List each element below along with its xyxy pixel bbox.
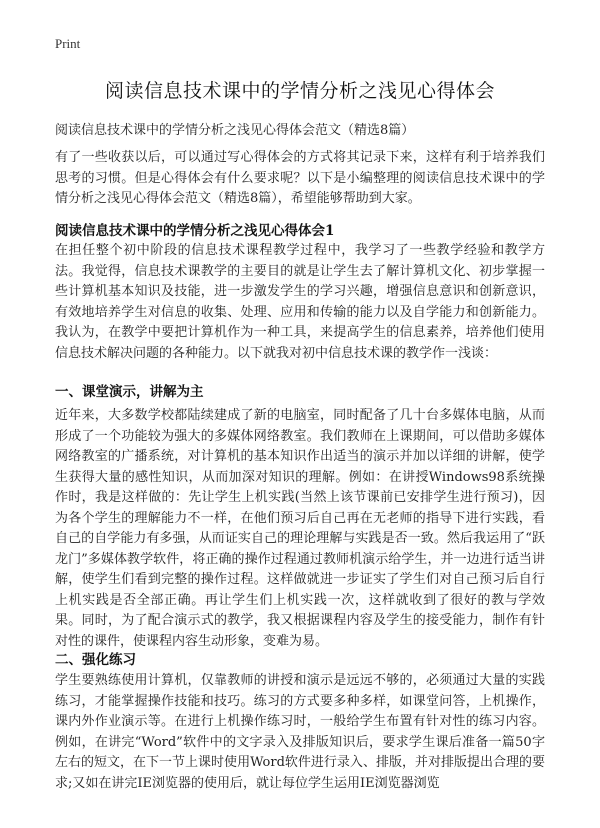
document-title: 阅读信息技术课中的学情分析之浅见心得体会 — [104, 80, 495, 102]
intro-paragraph: 有了一些收获以后，可以通过写心得体会的方式将其记录下来，这样有利于培养我们思考的习惯。但是心得体会有什么要求呢？以下是小编整理的阅读信息技术课中的学情分析之浅见心得体会范文（精选8篇），希望能够帮助到大家。 — [55, 150, 545, 206]
print-label[interactable]: Print — [55, 36, 81, 51]
section-heading: 阅读信息技术课中的学情分析之浅见心得体会1 — [55, 223, 335, 239]
part2-paragraph: 学生要熟练使用计算机，仅靠教师的讲授和演示是远远不够的，必须通过大量的实践练习，才能掌握操作技能和技巧。练习的方式要多种多样，如课堂问答，上机操作，课内外作业演示等。在进行上机操作练习时，一般给学生布置有针对性的练习内容。例如，在讲完“Word”软件中的文字录入及排版知识后，要求学生课后准备一篇50字左右的短文，在下一节上课时使用Word软件进行录入、排版，并对排版提出合理的要求;又如在讲完IE浏览器的使用后，就让每位学生运用IE浏览器浏览 — [55, 673, 545, 791]
part1-heading: 一、课堂演示，讲解为主 — [55, 384, 204, 400]
section-paragraph: 在担任整个初中阶段的信息技术课程教学过程中，我学习了一些教学经验和教学方法。我觉得，信息技术课教学的主要目的就是让学生去了解计算机文化、初步掌握一些计算机基本知识及技能，进一步激发学生的学习兴趣，增强信息意识和创新意识，有效地培养学生对信息的收集、处理、应用和传输的能力以及自学能力和创新能力。我认为，在教学中要把计算机作为一种工具，来提高学生的信息素养，培养他们使用信息技术解决问题的各种能力。以下就我对初中信息技术课的教学作一浅谈： — [55, 243, 545, 361]
part1-paragraph: 近年来，大多数学校都陆续建成了新的电脑室，同时配备了几十台多媒体电脑，从而形成了一个功能较为强大的多媒体网络教室。我们教师在上课期间，可以借助多媒体网络教室的广播系统，对计算机的基本知识作出适当的演示并加以详细的讲解，使学生获得大量的感性知识，从而加深对知识的理解。例如：在讲授Windows98系统操作时，我是这样做的：先让学生上机实践(当然上该节课前已安排学生进行预习)，因为各个学生的理解能力不一样，在他们预习后自己再在无老师的指导下进行实践，看自己的自学能力有多强，从而证实自己的理论理解与实践是否一致。然后我运用了“跃龙门”多媒体教学软件，将正确的操作过程通过教师机演示给学生，并一边进行适当讲解，使学生们看到完整的操作过程。这样做就进一步证实了学生们对自己预习后自行上机实践是否全部正确。再让学生们上机实践一次，这样就收到了很好的教与学效果。同时，为了配合演示式的教学，我又根据课程内容及学生的接受能力，制作有针对性的课件，使课程内容生动形象，变难为易。 — [55, 408, 545, 649]
part2-heading: 二、强化练习 — [55, 652, 136, 668]
document-subtitle: 阅读信息技术课中的学情分析之浅见心得体会范文（精选8篇） — [55, 123, 415, 138]
